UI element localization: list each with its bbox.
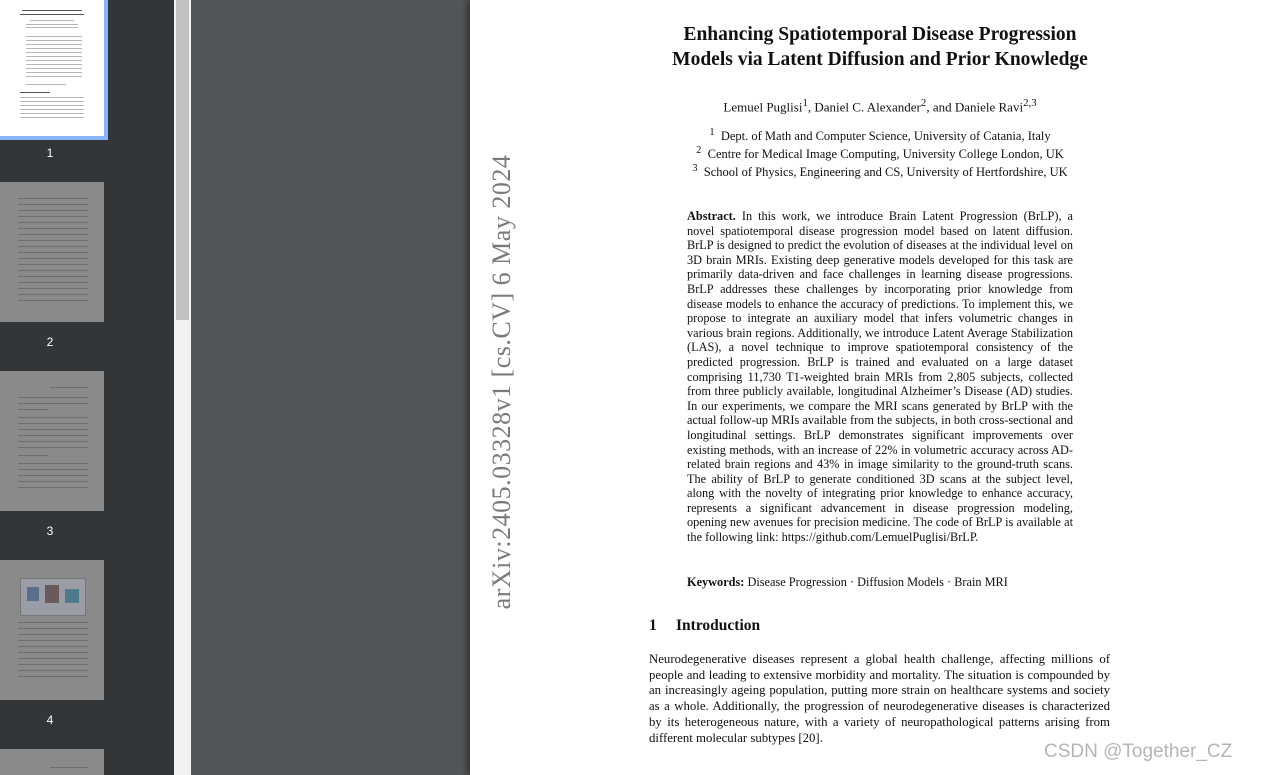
author-affiliation-marker: 1 bbox=[802, 97, 808, 109]
pdf-page bbox=[470, 0, 1271, 775]
affiliation-text: Dept. of Math and Computer Science, University of Catania, Italy bbox=[720, 129, 1051, 144]
page-thumbnail-1[interactable] bbox=[0, 0, 104, 136]
scrollbar-thumb[interactable] bbox=[176, 0, 189, 320]
affiliation-list bbox=[640, 126, 1120, 179]
author-separator: , bbox=[807, 99, 815, 115]
intro-paragraph: Neurodegenerative diseases represent a global health challenge, affecting millions of people and leading to extensive morbidity and mortality. The situation is compounded by an increasingly ageing population, putting more strain on healthcare systems and society as a whole. Additionally, the progression of neurodegenerative diseases is characterized by its heterogeneous nature, with a variety of neuropathological patterns arising from different molecular subtypes [20]. bbox=[649, 652, 1110, 745]
section-number: 1 bbox=[649, 617, 657, 634]
author-name: Lemuel Puglisi bbox=[723, 99, 803, 115]
keywords-label: Keywords: bbox=[687, 575, 745, 589]
figure-preview bbox=[20, 578, 86, 616]
page-number-label: 3 bbox=[46, 524, 54, 538]
abstract-label: Abstract. bbox=[687, 209, 736, 223]
author-affiliation-marker: 2,3 bbox=[1023, 97, 1037, 109]
affiliation-number: 2 bbox=[696, 144, 702, 156]
author-affiliation-marker: 2 bbox=[920, 97, 927, 109]
title-line: Enhancing Spatiotemporal Disease Progression bbox=[683, 24, 1077, 45]
watermark: CSDN @Together_CZ bbox=[1044, 741, 1233, 762]
page-thumbnail-5[interactable] bbox=[0, 749, 104, 775]
paper-title bbox=[640, 22, 1120, 72]
affiliation-number: 3 bbox=[692, 162, 698, 174]
author-name: Daniel C. Alexander bbox=[814, 99, 921, 115]
abstract bbox=[687, 209, 1073, 545]
thumbnail-sidebar bbox=[0, 0, 174, 775]
affiliation bbox=[640, 162, 1120, 180]
sidebar-scrollbar[interactable] bbox=[174, 0, 191, 775]
page-number-label: 4 bbox=[46, 713, 54, 727]
arxiv-identifier: arXiv:2405.03328v1 [cs.CV] 6 May 2024 bbox=[487, 154, 516, 610]
affiliation bbox=[640, 126, 1120, 144]
author-name: Daniele Ravi bbox=[954, 99, 1024, 115]
page-thumbnail-4[interactable] bbox=[0, 560, 104, 700]
affiliation-number: 1 bbox=[709, 127, 715, 138]
title-line: Models via Latent Diffusion and Prior Knowledge bbox=[672, 49, 1088, 70]
page-number-label: 2 bbox=[46, 335, 54, 349]
abstract-text: In this work, we introduce Brain Latent Progression (BrLP), a novel spatiotemporal disease progression model based on latent diffusion. BrLP is designed to predict the evolution of diseases at the individual level on 3D brain MRIs. Existing deep generative models developed for this task are primarily data-driven and face challenges in learning disease progressions. BrLP addresses these challenges by incorporating prior knowledge from disease models to enhance the accuracy of predictions. To implement this, we propose to integrate an auxiliary model that infers volumetric changes in various brain regions. Additionally, we introduce Latent Average Stabilization (LAS), a novel technique to improve spatiotemporal consistency of the predicted progression. BrLP is trained and evaluated on a large dataset comprising 11,730 T1-weighted brain MRIs from 2,805 subjects, collected from three publicly available, longitudinal Alzheimer’s Disease (AD) studies. In our experiments, we compare the MRI scans generated by BrLP with the actual follow-up MRIs available from the subjects, in both cross-sectional and longitudinal settings. BrLP demonstrates significant improvements over existing methods, with an increase of 22% in volumetric accuracy across AD-related brain regions and 43% in image similarity to the ground-truth scans. The ability of BrLP to generate conditioned 3D scans at the subject level, along with the novelty of integrating prior knowledge to enhance accuracy, represents a significant advancement in disease progression modeling, opening new avenues for precision medicine. The code of BrLP is available at the following link: https://github.com/LemuelPuglisi/BrLP. bbox=[687, 209, 1074, 545]
author-list bbox=[640, 97, 1120, 115]
author-separator: , and bbox=[926, 99, 955, 115]
section-heading bbox=[649, 617, 760, 635]
page-thumbnail-2[interactable] bbox=[0, 182, 104, 322]
affiliation-text: School of Physics, Engineering and CS, University of Hertfordshire, UK bbox=[703, 164, 1068, 179]
section-title: Introduction bbox=[676, 617, 761, 634]
keywords-text: Disease Progression · Diffusion Models · Brain MRI bbox=[747, 575, 1008, 589]
keywords bbox=[687, 575, 1073, 590]
affiliation bbox=[640, 144, 1120, 162]
page-number-label: 1 bbox=[46, 146, 54, 160]
affiliation-text: Centre for Medical Image Computing, University College London, UK bbox=[707, 146, 1064, 161]
page-thumbnail-3[interactable] bbox=[0, 371, 104, 511]
